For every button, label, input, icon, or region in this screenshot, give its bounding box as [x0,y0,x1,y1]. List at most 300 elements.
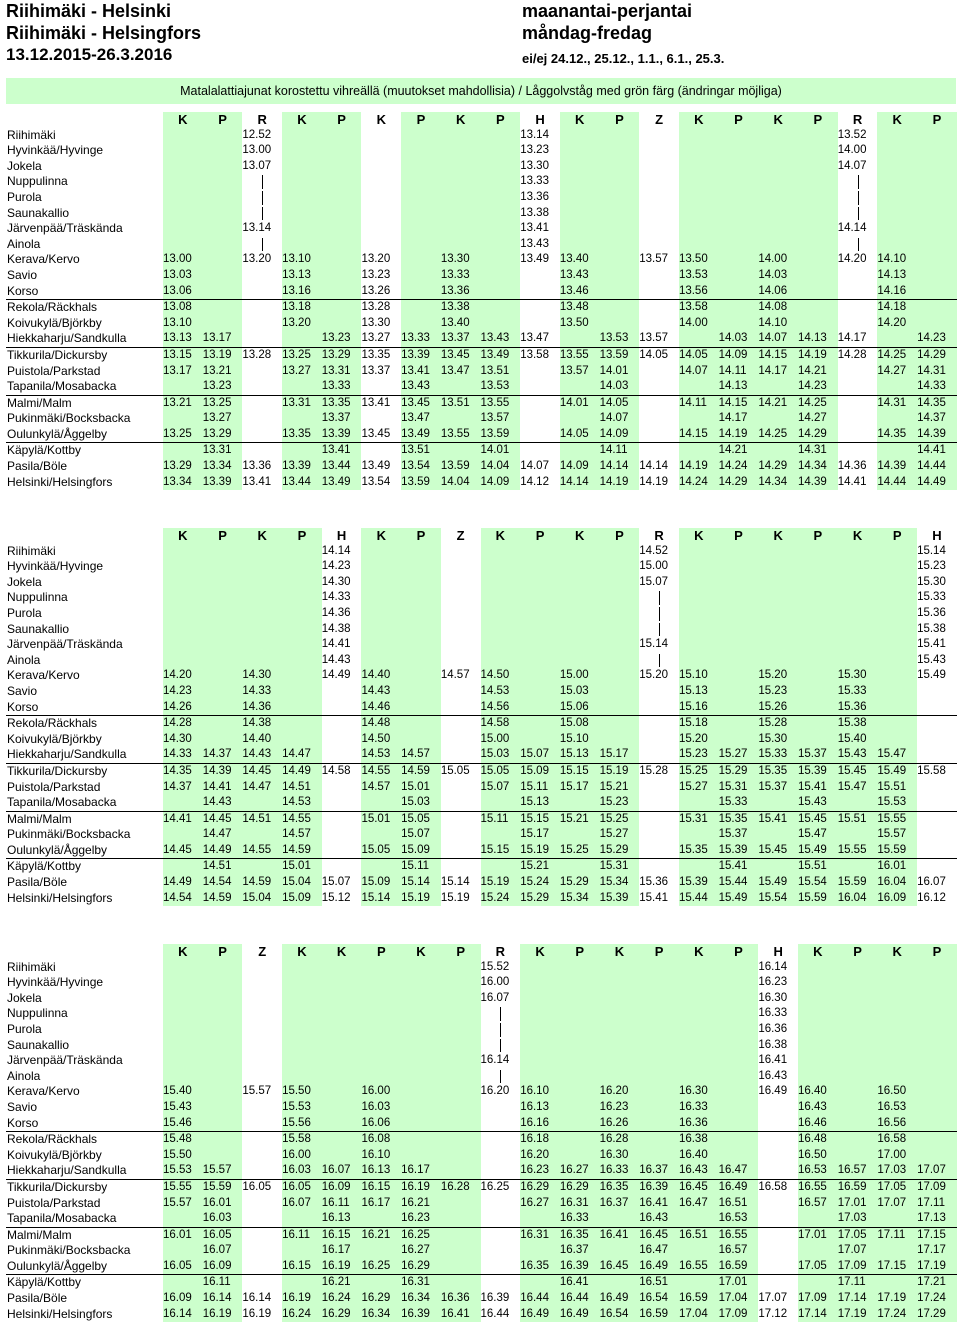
station-row [6,1053,957,1069]
departure-time: 15.36 [917,606,946,619]
departure-time [242,559,282,575]
departure-time: 13.13 [282,268,322,284]
departure-time: 13.38 [520,206,549,219]
departure-time: 14.36 [242,700,282,716]
departure-time [520,395,560,411]
departure-time [917,732,957,748]
departure-time: 17.14 [838,1291,878,1307]
departure-time [282,700,322,716]
departure-time [242,1022,282,1038]
station-name: Jokela [7,158,42,173]
train-type-k: K [481,528,521,544]
departure-time: 16.03 [203,1211,243,1227]
departure-time [322,1069,362,1085]
departure-time: 14.52 [639,544,669,557]
departure-time [441,732,481,748]
departure-time: 15.11 [401,859,441,875]
station-name: Nuppulinna [7,174,68,189]
departure-time: 15.51 [877,780,917,796]
station-row [6,1243,957,1259]
departure-time [838,1006,878,1022]
departure-time [322,174,362,190]
departure-time [203,143,243,159]
departure-time: 13.37 [441,331,481,347]
station-row [6,1006,957,1022]
departure-time: 13.47 [401,411,441,427]
pass-through-marker [242,174,282,190]
departure-time [877,190,917,206]
departure-time: 15.30 [917,575,946,588]
departure-time: 16.20 [600,1084,640,1100]
departure-time [719,590,759,606]
departure-time [639,811,679,827]
departure-time [639,1022,679,1038]
departure-time [600,284,640,300]
departure-time [758,1227,798,1243]
departure-time: 16.19 [401,1179,441,1195]
departure-time [600,653,640,669]
train-type-k: K [361,528,401,544]
departure-time [203,975,243,991]
departure-time: 14.29 [719,475,759,491]
departure-time: 16.53 [877,1100,917,1116]
departure-time: 13.28 [242,348,272,361]
station-row [6,300,957,316]
departure-time: 17.09 [917,1179,957,1195]
departure-time [758,653,798,669]
departure-time: 16.01 [203,1196,243,1212]
departure-time [560,1132,600,1148]
train-type-p: P [877,528,917,544]
departure-time: 16.07 [917,876,946,889]
departure-time [203,1038,243,1054]
departure-time [719,128,759,144]
departure-time [758,1132,798,1148]
departure-time [679,1275,719,1291]
departure-time: 17.21 [917,1275,957,1291]
departure-time: 14.19 [679,459,719,475]
station-row [6,732,957,748]
departure-time [917,780,957,796]
departure-time [600,960,640,976]
departure-time [203,300,243,316]
departure-time: 13.44 [282,475,322,491]
station-name: Puistola/Parkstad [7,363,101,378]
departure-time [679,827,719,843]
departure-time: 16.43 [639,1211,679,1227]
departure-time: 14.49 [321,669,351,682]
departure-time: 13.59 [441,459,481,475]
departure-time: 14.29 [758,459,798,475]
departure-time [282,443,322,459]
departure-time [282,143,322,159]
departure-time: 15.04 [282,875,322,891]
station-name: Tapanila/Mosabacka [6,1211,163,1227]
departure-time: 13.59 [401,475,441,491]
station-row [6,364,957,380]
train-type-p: P [322,112,362,128]
departure-time: 16.25 [361,1259,401,1275]
departure-time [877,960,917,976]
departure-time [679,575,719,591]
departure-time: 14.25 [758,427,798,443]
train-type-k: K [163,112,203,128]
departure-time: 15.43 [917,653,946,666]
station-name: Tikkurila/Dickursby [7,347,108,362]
departure-time [560,128,600,144]
departure-time: 13.41 [322,443,362,459]
departure-time [242,1243,282,1259]
departure-time [322,1100,362,1116]
departure-time: 16.54 [639,1291,679,1307]
station-name: Käpylä/Kottby [7,859,82,874]
departure-time [322,190,362,206]
departure-time: 16.14 [242,1292,272,1305]
departure-time [203,284,243,300]
station-row [6,559,957,575]
departure-time: 14.43 [242,747,282,763]
departure-time [639,316,679,332]
departure-time [758,1259,798,1275]
departure-time [481,252,521,268]
departure-time: 16.47 [679,1196,719,1212]
header-spacer [6,112,163,128]
departure-time [441,1259,481,1275]
departure-time: 15.10 [679,668,719,684]
departure-time: 16.01 [877,859,917,875]
pass-through-marker [242,237,282,253]
departure-time [163,590,203,606]
departure-time [838,622,878,638]
departure-time [639,427,679,443]
departure-time [481,159,521,175]
departure-time: 16.05 [282,1179,322,1195]
departure-time: 13.39 [203,475,243,491]
departure-time: 15.01 [361,811,401,827]
departure-time [481,143,521,159]
departure-time [361,991,401,1007]
departure-time: 15.25 [600,811,640,827]
departure-time [639,206,679,222]
station-row [6,190,957,206]
departure-time: 16.23 [520,1163,560,1179]
departure-time [282,559,322,575]
train-type-z: Z [456,528,465,543]
departure-time [401,684,441,700]
departure-time [639,1038,679,1054]
pass-through-marker [639,653,679,669]
departure-time: 14.07 [520,460,549,473]
departure-time: 14.41 [163,811,203,827]
departure-time: 14.41 [917,443,957,459]
departure-time [322,975,362,991]
departure-time: 14.26 [163,700,203,716]
departure-time [838,653,878,669]
departure-time: 15.04 [242,891,282,907]
station-row [6,221,957,237]
departure-time [719,1053,759,1069]
departure-time [798,1038,838,1054]
station-row [6,1022,957,1038]
departure-time [639,300,679,316]
station-row [6,590,957,606]
departure-time: 16.58 [877,1132,917,1148]
departure-time: 16.38 [758,1038,788,1051]
departure-time [560,544,600,560]
departure-time: 15.55 [838,843,878,859]
departure-time: 17.11 [877,1227,917,1243]
departure-time [877,237,917,253]
departure-time [282,1069,322,1085]
departure-time [203,1053,243,1069]
station-row [6,347,957,363]
departure-time [719,1084,759,1100]
departure-time [679,128,719,144]
departure-time: 15.41 [758,811,798,827]
departure-time: 15.15 [520,811,560,827]
departure-time [719,606,759,622]
departure-time: 13.57 [481,411,521,427]
departure-time [282,190,322,206]
departure-time: 15.45 [838,763,878,779]
departure-time: 14.25 [877,347,917,363]
departure-time [242,284,282,300]
departure-time: 14.15 [719,395,759,411]
departure-time [877,700,917,716]
departure-time: 15.55 [163,1179,203,1195]
departure-time [838,544,878,560]
station-row [6,1211,957,1227]
station-row [6,427,957,443]
departure-time [600,668,640,684]
departure-time [600,575,640,591]
departure-time [242,395,282,411]
departure-time [600,237,640,253]
departure-time [798,284,838,300]
departure-time [481,237,521,253]
departure-time: 13.57 [560,364,600,380]
departure-time: 15.35 [758,763,798,779]
departure-time [242,1275,282,1291]
departure-time: 16.09 [877,891,917,907]
departure-time: 15.40 [163,1084,203,1100]
departure-time: 14.24 [719,459,759,475]
departure-time [758,1116,798,1132]
departure-time: 15.05 [481,763,521,779]
departure-time [481,206,521,222]
departure-time [520,1053,560,1069]
departure-time: 13.54 [401,459,441,475]
departure-time: 15.57 [203,1163,243,1179]
train-type-p: P [401,528,441,544]
departure-time [163,221,203,237]
departure-time: 14.23 [798,379,838,395]
departure-time [600,637,640,653]
departure-time [242,411,282,427]
departure-time [838,827,878,843]
departure-time: 15.09 [401,843,441,859]
departure-time: 15.49 [719,891,759,907]
departure-time: 16.17 [322,1243,362,1259]
departure-time [798,684,838,700]
timetable-1 [6,112,957,490]
departure-time [441,174,481,190]
departure-time: 15.14 [917,544,946,557]
departure-time [242,575,282,591]
departure-time [441,827,481,843]
departure-time [322,859,362,875]
station-name: Koivukylä/Björkby [7,1147,102,1162]
departure-time: 16.24 [282,1307,322,1323]
departure-time [917,1038,957,1054]
departure-time: 16.33 [600,1163,640,1179]
station-row [6,1196,957,1212]
departure-time [758,143,798,159]
station-row [6,395,957,411]
departure-time [401,622,441,638]
departure-time: 16.15 [322,1227,362,1243]
departure-time: 16.37 [560,1243,600,1259]
departure-time [361,637,401,653]
station-row [6,575,957,591]
departure-time [163,143,203,159]
departure-time: 16.36 [679,1116,719,1132]
departure-time: 16.14 [203,1291,243,1307]
departure-time [917,827,957,843]
departure-time: 14.44 [877,475,917,491]
departure-time [361,827,401,843]
departure-time: 14.33 [917,379,957,395]
departure-time [441,1084,481,1100]
departure-time [163,1006,203,1022]
departure-time [600,206,640,222]
train-type-k: K [560,528,600,544]
departure-time [679,622,719,638]
train-type-k: K [282,944,322,960]
departure-time: 15.23 [917,560,946,573]
departure-time: 14.40 [361,668,401,684]
departure-time: 14.28 [837,348,867,361]
departure-time: 14.59 [242,875,282,891]
departure-time: 13.51 [441,395,481,411]
departure-time [401,991,441,1007]
departure-time: 15.46 [163,1116,203,1132]
departure-time [282,1211,322,1227]
departure-time [600,190,640,206]
departure-time [758,1211,798,1227]
station-name: Riihimäki [7,543,56,558]
departure-time [282,411,322,427]
departure-time [401,190,441,206]
departure-time: 14.12 [520,475,549,488]
departure-time [203,575,243,591]
departure-time [877,668,917,684]
departure-time: 13.49 [401,427,441,443]
departure-time: 13.53 [600,331,640,347]
station-row [6,811,957,827]
departure-time: 14.35 [163,763,203,779]
departure-time: 13.03 [163,268,203,284]
train-type-h: H [773,944,783,959]
departure-time: 13.19 [203,347,243,363]
departure-time: 14.39 [877,459,917,475]
departure-time: 14.41 [837,475,867,488]
departure-time [679,221,719,237]
departure-time [242,1132,282,1148]
departure-time: 15.45 [758,843,798,859]
departure-time [758,622,798,638]
station-row [6,975,957,991]
departure-time [798,300,838,316]
departure-time [401,700,441,716]
departure-time: 15.41 [917,638,946,651]
departure-time [520,559,560,575]
station-row [6,668,957,684]
departure-time [322,300,362,316]
departure-time: 16.30 [600,1148,640,1164]
departure-time [719,190,759,206]
departure-time [163,159,203,175]
departure-time: 17.07 [877,1196,917,1212]
departure-time [877,331,917,347]
departure-time [163,1243,203,1259]
departure-time [600,174,640,190]
departure-time [639,174,679,190]
departure-time [361,1022,401,1038]
departure-time: 14.30 [321,575,351,588]
departure-time: 16.33 [560,1211,600,1227]
departure-time [203,732,243,748]
departure-time [639,975,679,991]
departure-time [639,795,679,811]
departure-time [401,1116,441,1132]
departure-time: 15.26 [758,700,798,716]
departure-time [838,1022,878,1038]
departure-time: 13.00 [163,252,203,268]
departure-time [758,221,798,237]
departure-time: 17.09 [838,1259,878,1275]
departure-time [322,159,362,175]
departure-time: 16.49 [560,1307,600,1323]
departure-time [242,653,282,669]
departure-time [441,843,481,859]
departure-time: 16.25 [401,1227,441,1243]
departure-time: 13.58 [520,348,549,361]
departure-time: 17.19 [838,1307,878,1323]
departure-time: 14.58 [481,716,521,732]
departure-time [758,559,798,575]
departure-time: 14.43 [203,795,243,811]
departure-time: 15.40 [838,732,878,748]
departure-time: 14.09 [560,459,600,475]
departure-time: 16.34 [361,1307,401,1323]
departure-time [441,1100,481,1116]
departure-time [758,1275,798,1291]
departure-time: 14.30 [163,732,203,748]
departure-time [322,128,362,144]
departure-time: 13.40 [441,316,481,332]
departure-time [361,379,401,395]
departure-time [838,795,878,811]
departure-time [481,622,521,638]
departure-time [282,206,322,222]
departure-time [798,174,838,190]
departure-time [481,174,521,190]
departure-time: 15.17 [520,827,560,843]
departure-time [322,1116,362,1132]
departure-time: 16.07 [282,1196,322,1212]
departure-time: 14.07 [600,411,640,427]
